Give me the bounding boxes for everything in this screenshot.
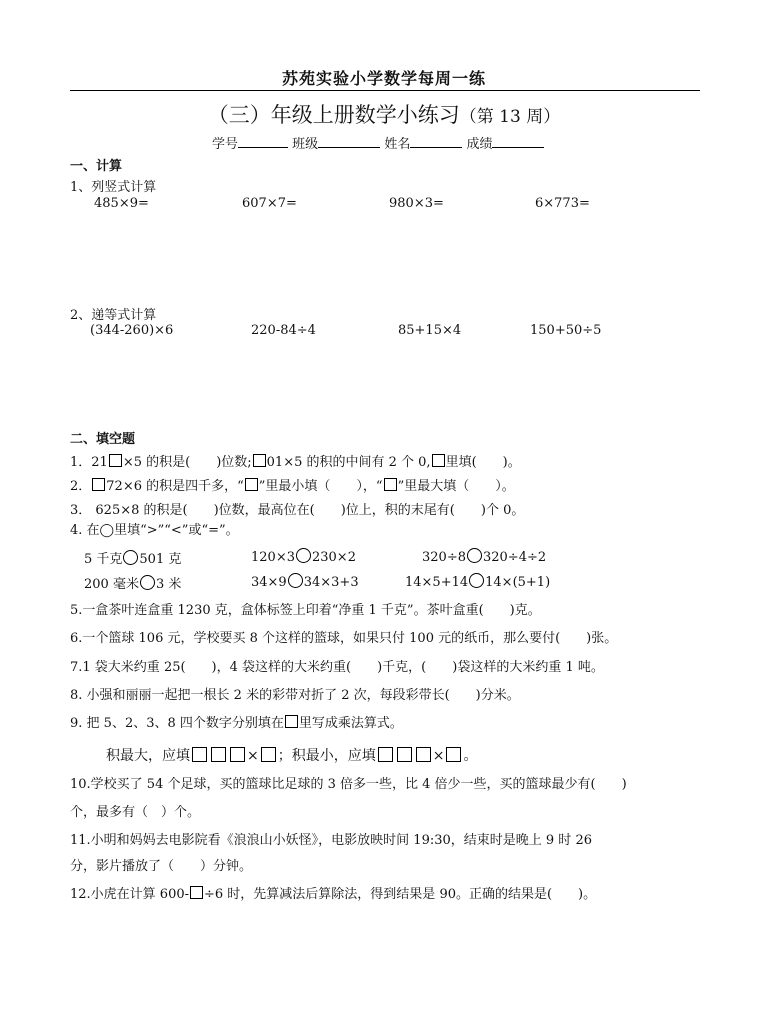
score-blank[interactable]	[492, 135, 544, 148]
compare-left: 120×3	[251, 550, 295, 565]
answer-box[interactable]	[397, 747, 412, 762]
question-4: 4. 在◯里填“>”“<”或“=”。	[70, 523, 239, 538]
q2-text-d: ”里最大填（ ）。	[397, 479, 515, 494]
question-6: 6.一个篮球 106 元，学校要买 8 个这样的篮球，如果只付 100 元的纸币，那么要付( )张。	[70, 631, 618, 646]
q12-text-a: 12.小虎在计算 600-	[70, 887, 190, 902]
compare-item	[251, 548, 356, 565]
compare-item	[84, 548, 181, 567]
question-1	[70, 451, 521, 470]
q2-number: 2．	[70, 479, 92, 494]
question-11-line1: 11.小明和妈妈去电影院看《浪浪山小妖怪》，电影放映时间 19:30，结束时是晚上 9 时 26	[70, 833, 592, 848]
vertical-calc-4: 6×773=	[535, 196, 590, 211]
q9-text-a: 9. 把 5、2、3、8 四个数字分别填在	[70, 716, 284, 731]
compare-left: 14×5+14	[405, 575, 469, 590]
question-10-line1: 10.学校买了 54 个足球，买的篮球比足球的 3 倍多一些，比 4 倍少一些，买的篮球最少有( )	[70, 777, 627, 792]
vertical-calc-1: 485×9=	[94, 196, 149, 211]
compare-item	[422, 548, 546, 565]
title-week: （第 13 周）	[459, 107, 561, 127]
section-2-title: 二、填空题	[70, 432, 136, 447]
compare-circle[interactable]	[467, 548, 482, 563]
answer-box[interactable]	[211, 747, 226, 762]
compare-circle[interactable]	[288, 573, 303, 588]
answer-box[interactable]	[92, 478, 105, 491]
answer-box[interactable]	[190, 886, 203, 899]
answer-box[interactable]	[416, 747, 431, 762]
q9-row-text-a: 积最大，应填	[106, 748, 190, 764]
q1-text-d: 里填( )。	[445, 455, 521, 470]
question-11-line2: 分，影片播放了（ ）分钟。	[70, 859, 253, 874]
times-sign: ×	[432, 748, 445, 764]
section-1-title: 一、计算	[70, 159, 123, 174]
label-student-id: 学号	[212, 137, 239, 152]
compare-circle[interactable]	[469, 573, 484, 588]
student-id-blank[interactable]	[238, 135, 288, 148]
sub1-title: 1、列竖式计算	[70, 180, 157, 195]
class-blank[interactable]	[318, 135, 380, 148]
answer-box[interactable]	[109, 454, 122, 467]
compare-left: 5 千克	[84, 552, 123, 567]
answer-box[interactable]	[384, 478, 397, 491]
header-rule	[70, 90, 700, 91]
school-header: 苏苑实验小学数学每周一练	[281, 69, 486, 88]
answer-box[interactable]	[253, 454, 266, 467]
q9-row-text-e: 。	[463, 748, 478, 764]
question-7: 7.1 袋大米约重 25( )，4 袋这样的大米约重( )千克，( )袋这样的大米约重 1 吨。	[70, 660, 604, 675]
question-3: 3． 625×8 的积是( )位数，最高位在( )位上，积的末尾有( )个 0。	[70, 503, 525, 518]
step-calc-2: 220-84÷4	[251, 323, 316, 338]
compare-item	[405, 573, 550, 590]
page-title	[0, 99, 768, 129]
vertical-calc-3: 980×3=	[389, 196, 444, 211]
q9-text-b: 里写成乘法算式。	[298, 716, 403, 731]
vertical-calc-2: 607×7=	[242, 196, 297, 211]
q2-text-b: 72×6 的积是四千多，“	[106, 479, 244, 494]
compare-item	[84, 573, 181, 592]
compare-right: 14×(5+1)	[485, 575, 551, 590]
compare-circle[interactable]	[140, 575, 155, 590]
label-name: 姓名	[384, 137, 411, 152]
step-calc-3: 85+15×4	[398, 323, 462, 338]
compare-right: 3 米	[155, 577, 182, 592]
q1-text-c: 01×5 的积的中间有 2 个 0,	[266, 455, 431, 470]
sub2-title: 2、递等式计算	[70, 308, 157, 323]
answer-box[interactable]	[230, 747, 245, 762]
name-blank[interactable]	[410, 135, 462, 148]
question-2	[70, 475, 515, 494]
question-12	[70, 883, 596, 902]
compare-circle[interactable]	[296, 548, 311, 563]
q1-text-a: 21	[91, 455, 108, 470]
label-class: 班级	[292, 137, 319, 152]
compare-right: 501 克	[139, 552, 182, 567]
compare-circle[interactable]	[123, 550, 138, 565]
compare-left: 34×9	[251, 575, 287, 590]
times-sign: ×	[247, 748, 259, 764]
q1-text-b: ×5 的积是( )位数;	[122, 455, 252, 470]
label-score: 成绩	[466, 137, 493, 152]
compare-left: 200 毫米	[84, 577, 139, 592]
compare-right: 34×3+3	[303, 575, 359, 590]
q9-row-text-c: ；积最小，应填	[277, 748, 376, 764]
answer-box[interactable]	[446, 747, 461, 762]
title-main: （三）年级上册数学小练习	[207, 103, 460, 127]
q1-number: 1．	[70, 455, 92, 470]
q12-text-b: ÷6 时，先算减法后算除法，得到结果是 90。正确的结果是( )。	[204, 887, 597, 902]
answer-box[interactable]	[285, 715, 298, 728]
question-8: 8. 小强和丽丽一起把一根长 2 米的彩带对折了 2 次，每段彩带长( )分米。	[70, 688, 520, 703]
step-calc-4: 150+50÷5	[530, 323, 602, 338]
answer-box[interactable]	[261, 747, 276, 762]
question-5: 5.一盒茶叶连盒重 1230 克，盒体标签上印着“净重 1 千克”。茶叶盒重( )克。	[70, 603, 541, 618]
question-9	[70, 712, 403, 731]
q9-answer-row	[106, 745, 477, 765]
answer-box[interactable]	[432, 454, 445, 467]
compare-right: 320÷4÷2	[482, 550, 547, 565]
compare-right: 230×2	[311, 550, 356, 565]
answer-box[interactable]	[192, 747, 207, 762]
compare-item	[251, 573, 359, 590]
answer-box[interactable]	[245, 478, 258, 491]
compare-left: 320÷8	[422, 550, 466, 565]
q2-text-c: ”里最小填（ ），“	[258, 479, 383, 494]
student-info-line	[212, 133, 544, 152]
answer-box[interactable]	[378, 747, 393, 762]
question-10-line2: 个，最多有（ ）个。	[70, 805, 201, 820]
step-calc-1: (344-260)×6	[90, 323, 174, 338]
